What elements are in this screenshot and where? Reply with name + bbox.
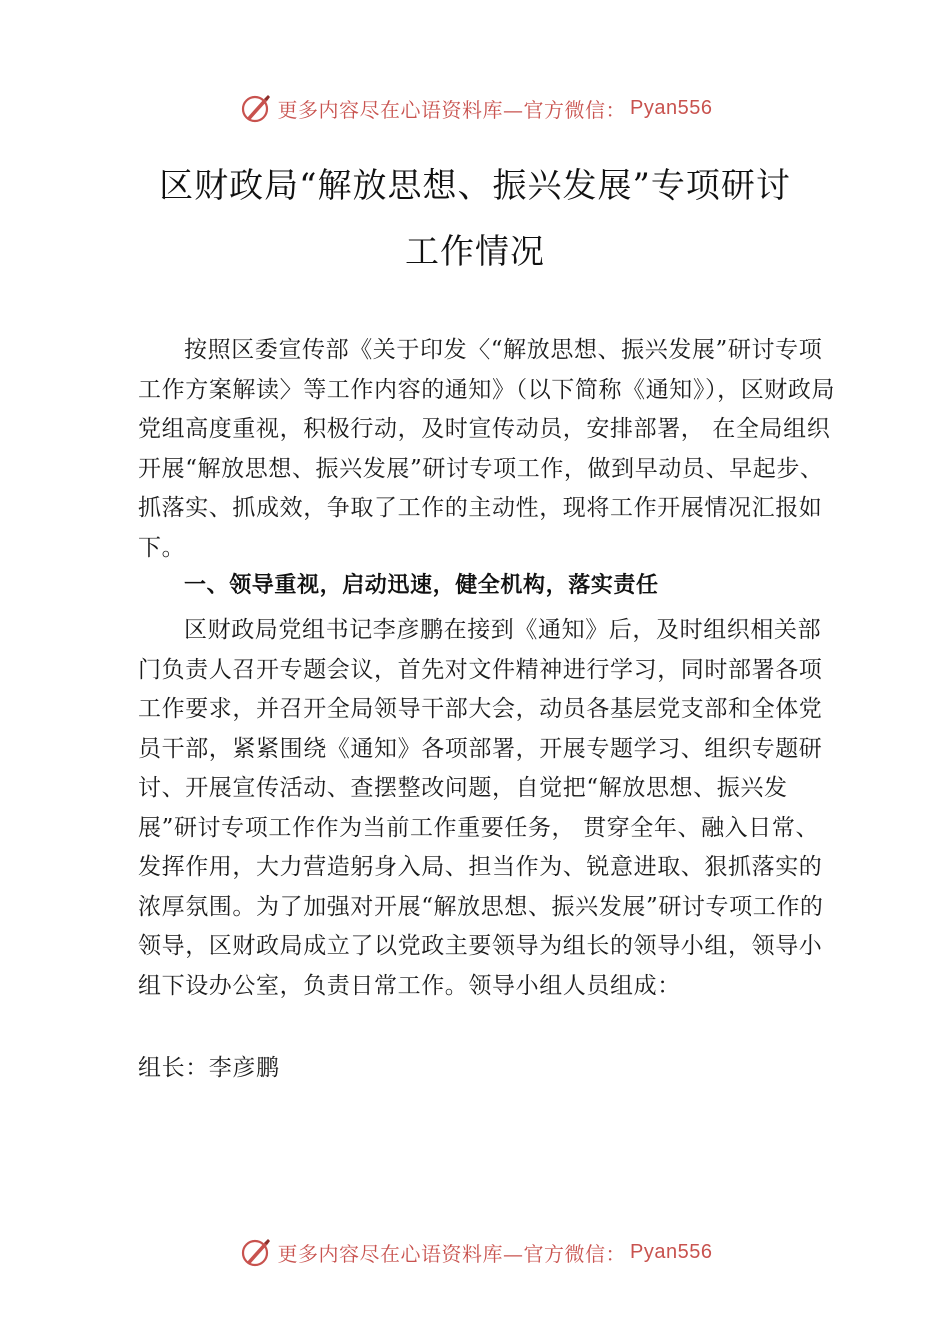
footer-watermark-banner	[0, 1232, 950, 1272]
banner-text: 更多内容尽在心语资料库—官方微信：	[277, 97, 627, 122]
brush-logo-icon	[238, 91, 272, 125]
header-watermark-banner	[0, 88, 950, 128]
section-1-paragraph: 区财政局党组书记李彦鹏在接到《通知》后，及时组织相关部门负责人召开专题会议，首先对文件精神进行学习，同时部署各项工作要求，并召开全局领导干部大会，动员各基层党支部和全体党员干部，紧紧围绕《通知》各项部署，开展专题学习、组织专题研讨、开展宣传活动、查摆整改问题，自觉把“解放思想、振兴发展”研讨专项工作作为当前工作重要任务， 贯穿全年、融入日常、发挥作用，大力营造躬身入局、担当作为、锐意进取、狠抓落实的浓厚氛围。为了加强对开展“解放思想、振兴发展”研讨专项工作的领导，区财政局成立了以党政主要领导为组长的领导小组，领导小组下设办公室，负责日常工作。领导小组人员组成：	[138, 617, 824, 999]
document-title-line-2: 工作情况	[405, 232, 545, 272]
banner-wechat-id: Pyan556	[630, 96, 713, 119]
section-heading-1: 一、领导重视，启动迅速，健全机构，落实责任	[184, 573, 659, 598]
intro-paragraph: 按照区委宣传部《关于印发〈“解放思想、振兴发展”研讨专项工作方案解读〉等工作内容的通知》（以下简称《通知》），区财政局党组高度重视，积极行动，及时宣传动员，安排部署， 在全局组织开展“解放思想、振兴发展”研讨专项工作，做到早动员、早起步、抓落实、抓成效，争取了工作的主动性，现将工作开展情况汇报如下。	[138, 337, 836, 561]
banner-wechat-id: Pyan556	[630, 1240, 713, 1263]
brush-logo-icon	[238, 1235, 272, 1269]
group-leader-line: 组长：李彦鹏	[138, 1055, 280, 1081]
banner-text: 更多内容尽在心语资料库—官方微信：	[277, 1241, 627, 1266]
document-title-line-1: 区财政局“解放思想、振兴发展”专项研讨	[159, 166, 791, 206]
